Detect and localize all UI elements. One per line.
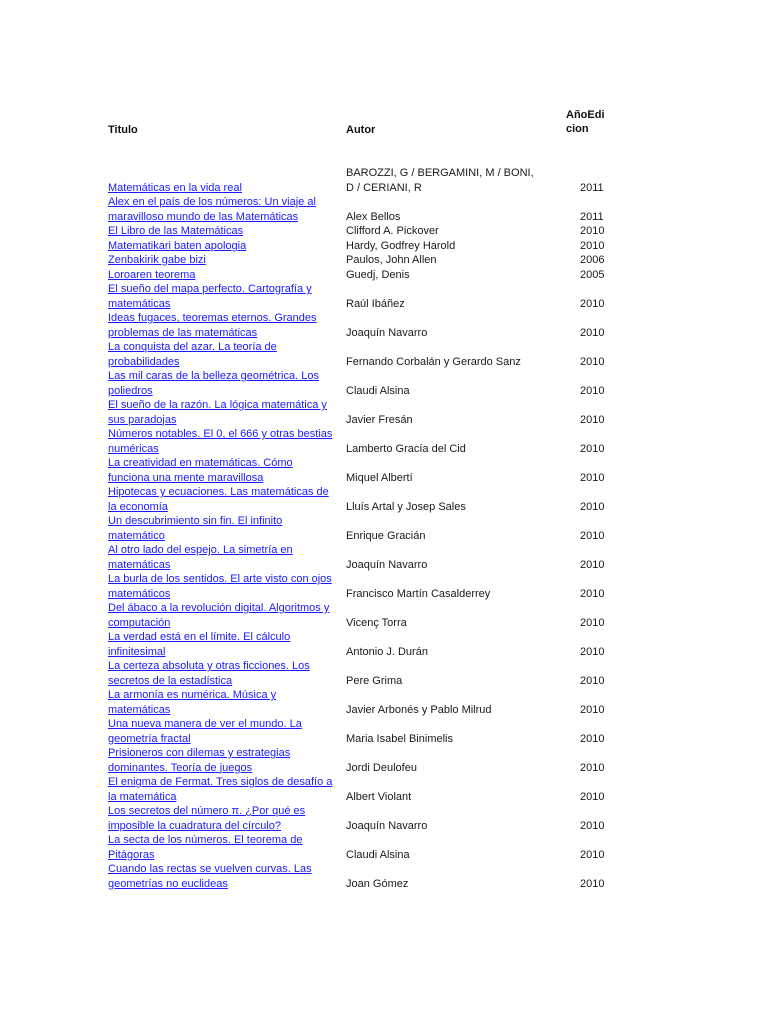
book-title-line: Prisioneros con dilemas y estrategias xyxy=(108,747,291,759)
book-title-link[interactable] xyxy=(108,181,348,196)
book-title-line: maravilloso mundo de las Matemáticas xyxy=(108,210,299,223)
book-year: 2011 xyxy=(580,210,604,223)
book-author xyxy=(346,239,561,254)
book-title-line: funciona una mente maravillosa xyxy=(108,471,264,484)
book-title-link[interactable] xyxy=(108,862,348,891)
book-title-line: Pitágoras xyxy=(108,848,155,861)
book-year: 2011 xyxy=(580,181,604,194)
book-author xyxy=(346,210,561,225)
book-title-link[interactable] xyxy=(108,775,348,804)
book-title-line: matemáticas xyxy=(108,297,171,310)
book-title-line: la matemática xyxy=(108,790,177,803)
book-author xyxy=(346,442,561,457)
book-author-line: Vicenç Torra xyxy=(346,616,407,629)
book-year: 2010 xyxy=(580,732,605,745)
book-year: 2010 xyxy=(580,819,605,832)
book-title-line: geometría fractal xyxy=(108,732,191,745)
book-title-link[interactable] xyxy=(108,239,348,254)
book-title-link[interactable] xyxy=(108,804,348,833)
book-year: 2010 xyxy=(580,297,605,310)
book-author xyxy=(346,732,561,747)
book-title-link[interactable] xyxy=(108,746,348,775)
book-author xyxy=(346,355,561,370)
book-title-line: matemático xyxy=(108,529,165,542)
book-author-line: Clifford A. Pickover xyxy=(346,225,439,237)
book-title-line: La secta de los números. El teorema de xyxy=(108,834,303,846)
book-year: 2010 xyxy=(580,355,605,368)
book-author-line: Antonio J. Durán xyxy=(346,645,428,658)
book-year: 2010 xyxy=(580,761,605,774)
book-title-line: Loroaren teorema xyxy=(108,269,196,281)
book-author xyxy=(346,761,561,776)
book-author xyxy=(346,166,561,195)
book-author xyxy=(346,326,561,341)
book-title-link[interactable] xyxy=(108,717,348,746)
book-year: 2010 xyxy=(580,529,605,542)
book-title-line: Hipotecas y ecuaciones. Las matemáticas de xyxy=(108,486,329,498)
book-author xyxy=(346,384,561,399)
book-year: 2010 xyxy=(580,587,605,600)
book-author-line: Joaquín Navarro xyxy=(346,558,428,571)
book-author-line: Jordi Deulofeu xyxy=(346,761,417,774)
book-title-line: problemas de las matemáticas xyxy=(108,326,258,339)
book-title-link[interactable] xyxy=(108,282,348,311)
book-title-line: sus paradojas xyxy=(108,413,177,426)
book-title-link[interactable] xyxy=(108,514,348,543)
book-author-line: Guedj, Denis xyxy=(346,269,410,281)
book-title-line: Matemáticas en la vida real xyxy=(108,181,242,194)
book-year: 2010 xyxy=(580,500,605,513)
book-author-line: Javier Arbonés y Pablo Milrud xyxy=(346,703,492,716)
book-year: 2010 xyxy=(580,326,605,339)
book-title-line: dominantes. Teoría de juegos xyxy=(108,761,253,774)
book-year: 2006 xyxy=(580,254,605,266)
book-year: 2010 xyxy=(580,790,605,803)
book-year: 2010 xyxy=(580,471,605,484)
book-author xyxy=(346,558,561,573)
book-title-line: secretos de la estadística xyxy=(108,674,233,687)
book-title-link[interactable] xyxy=(108,833,348,862)
book-author xyxy=(346,500,561,515)
book-author-line: Lluís Artal y Josep Sales xyxy=(346,500,466,513)
book-author-line: Lamberto Gracía del Cid xyxy=(346,442,466,455)
book-title-line: Alex en el país de los números: Un viaje al xyxy=(108,196,316,208)
book-title-link[interactable] xyxy=(108,572,348,601)
book-title-line: probabilidades xyxy=(108,355,180,368)
book-title-line: La armonía es numérica. Música y xyxy=(108,689,277,701)
book-author-line: Paulos, John Allen xyxy=(346,254,437,266)
book-title-link[interactable] xyxy=(108,340,348,369)
book-title-link[interactable] xyxy=(108,688,348,717)
book-author-line: Joaquín Navarro xyxy=(346,326,428,339)
book-author xyxy=(346,587,561,602)
book-title-link[interactable] xyxy=(108,630,348,659)
book-author xyxy=(346,529,561,544)
book-title-link[interactable] xyxy=(108,456,348,485)
book-year: 2010 xyxy=(580,645,605,658)
book-title-line: La creatividad en matemáticas. Cómo xyxy=(108,457,293,469)
book-title-line: La verdad está en el límite. El cálculo xyxy=(108,631,291,643)
book-author xyxy=(346,790,561,805)
column-header-author: Autor xyxy=(346,124,376,136)
book-title-link[interactable] xyxy=(108,427,348,456)
book-author-line: Fernando Corbalán y Gerardo Sanz xyxy=(346,355,521,368)
book-title-link[interactable] xyxy=(108,543,348,572)
book-title-line: infinitesimal xyxy=(108,645,166,658)
book-author-line: D / CERIANI, R xyxy=(346,181,422,194)
book-year: 2010 xyxy=(580,703,605,716)
book-author-line: BAROZZI, G / BERGAMINI, M / BONI, xyxy=(346,167,534,179)
book-title-link[interactable] xyxy=(108,485,348,514)
book-author-line: Francisco Martín Casalderrey xyxy=(346,587,491,600)
book-author-line: Claudi Alsina xyxy=(346,848,410,861)
book-title-line: poliedros xyxy=(108,384,153,397)
book-author-line: Joaquín Navarro xyxy=(346,819,428,832)
book-author-line: Maria Isabel Binimelis xyxy=(346,732,453,745)
book-title-link[interactable] xyxy=(108,369,348,398)
book-author-line: Pere Grima xyxy=(346,674,403,687)
book-author xyxy=(346,413,561,428)
book-author-line: Alex Bellos xyxy=(346,210,401,223)
book-author xyxy=(346,848,561,863)
book-year: 2010 xyxy=(580,616,605,629)
book-title-link[interactable] xyxy=(108,195,348,224)
book-author xyxy=(346,224,561,239)
column-header-title: Titulo xyxy=(108,124,138,136)
book-title-line: computación xyxy=(108,616,171,629)
book-title-link[interactable] xyxy=(108,601,348,630)
book-author xyxy=(346,253,561,268)
book-title-line: El enigma de Fermat. Tres siglos de desafío a xyxy=(108,776,333,788)
book-title-line: La conquista del azar. La teoría de xyxy=(108,341,277,353)
book-title-line: imposible la cuadratura del círculo? xyxy=(108,819,282,832)
book-author-line: Hardy, Godfrey Harold xyxy=(346,240,456,252)
book-title-line: Ideas fugaces, teoremas eternos. Grandes xyxy=(108,312,317,324)
book-title-line: la economía xyxy=(108,500,168,513)
book-year: 2010 xyxy=(580,848,605,861)
book-author-line: Enrique Gracián xyxy=(346,529,426,542)
book-year: 2010 xyxy=(580,225,605,237)
book-year: 2010 xyxy=(580,442,605,455)
book-year: 2005 xyxy=(580,269,605,281)
book-title-line: matemáticos xyxy=(108,587,171,600)
book-year: 2010 xyxy=(580,877,605,890)
book-title-line: El sueño del mapa perfecto. Cartografía y xyxy=(108,283,312,295)
book-title-link[interactable] xyxy=(108,253,348,268)
book-author xyxy=(346,819,561,834)
book-title-line: geometrías no euclideas xyxy=(108,877,228,890)
book-title-line: matemáticas xyxy=(108,558,171,571)
book-title-link[interactable] xyxy=(108,224,348,239)
book-title-line: numéricas xyxy=(108,442,159,455)
book-title-line: Los secretos del número π. ¿Por qué es xyxy=(108,805,306,817)
book-author-line: Albert Violant xyxy=(346,790,412,803)
book-title-line: Un descubrimiento sin fin. El infinito xyxy=(108,515,283,527)
book-year: 2010 xyxy=(580,413,605,426)
book-year: 2010 xyxy=(580,674,605,687)
book-author-line: Raúl Ibáñez xyxy=(346,297,405,310)
book-title-line: La burla de los sentidos. El arte visto con ojos xyxy=(108,573,332,585)
book-author xyxy=(346,268,561,283)
book-author-line: Joan Gómez xyxy=(346,877,409,890)
book-author xyxy=(346,471,561,486)
book-title-line: El Libro de las Matemáticas xyxy=(108,225,244,237)
book-title-line: Cuando las rectas se vuelven curvas. Las xyxy=(108,863,312,875)
book-author-line: Claudi Alsina xyxy=(346,384,410,397)
book-title-line: Zenbakirik gabe bizi xyxy=(108,254,206,266)
book-title-line: Las mil caras de la belleza geométrica. Los xyxy=(108,370,319,382)
book-year: 2010 xyxy=(580,384,605,397)
book-title-line: El sueño de la razón. La lógica matemática y xyxy=(108,399,327,411)
book-author-line: Miquel Albertí xyxy=(346,471,413,484)
book-author xyxy=(346,645,561,660)
column-header-year: AñoEdi cion xyxy=(566,109,605,135)
book-year: 2010 xyxy=(580,240,605,252)
book-author xyxy=(346,616,561,631)
book-title-link[interactable] xyxy=(108,659,348,688)
book-author xyxy=(346,703,561,718)
book-title-line: matemáticas xyxy=(108,703,171,716)
book-title-line: Del ábaco a la revolución digital. Algoritmos y xyxy=(108,602,330,614)
book-title-line: Una nueva manera de ver el mundo. La xyxy=(108,718,302,730)
book-title-line: La certeza absoluta y otras ficciones. Los xyxy=(108,660,310,672)
book-year: 2010 xyxy=(580,558,605,571)
book-author-line: Javier Fresán xyxy=(346,413,413,426)
book-title-link[interactable] xyxy=(108,268,348,283)
book-title-line: Matematikari baten apologia xyxy=(108,240,247,252)
book-author xyxy=(346,877,561,892)
book-title-link[interactable] xyxy=(108,311,348,340)
book-author xyxy=(346,674,561,689)
book-title-line: Al otro lado del espejo. La simetría en xyxy=(108,544,293,556)
book-title-link[interactable] xyxy=(108,398,348,427)
book-title-line: Números notables. El 0, el 666 y otras bestias xyxy=(108,428,333,440)
book-author xyxy=(346,297,561,312)
